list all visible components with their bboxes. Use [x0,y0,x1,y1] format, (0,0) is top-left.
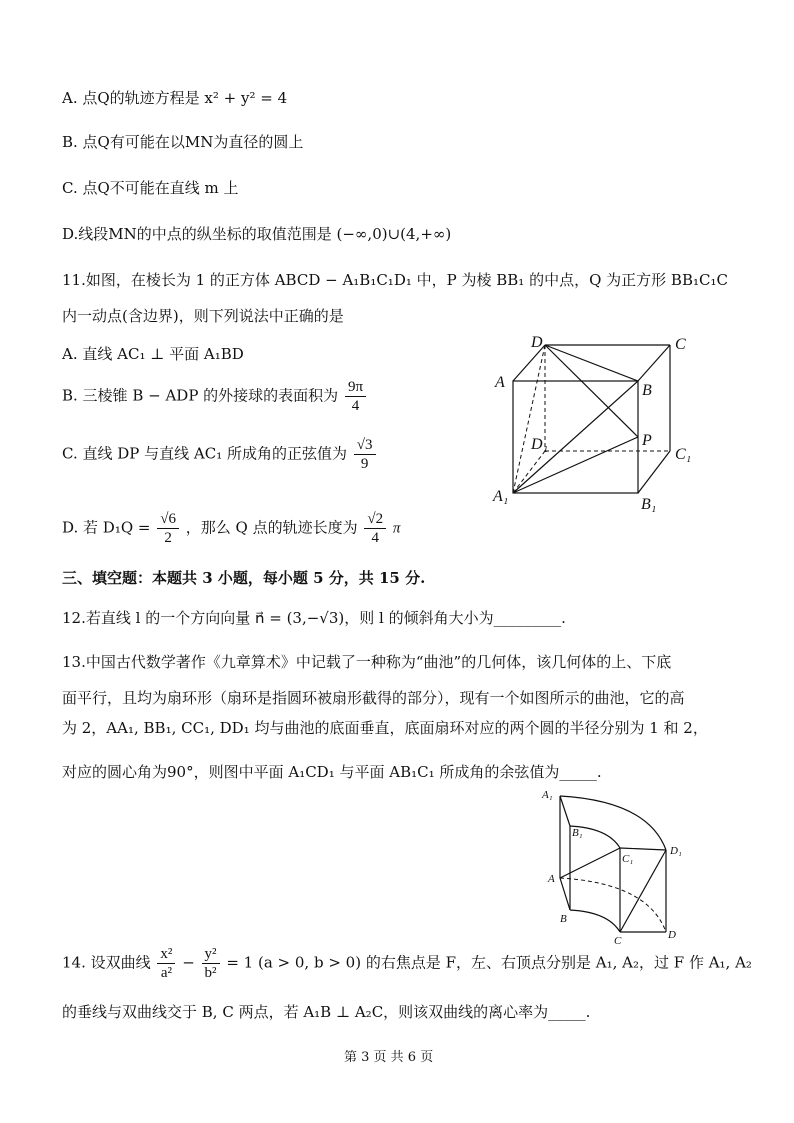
pool-label-D: D [668,929,676,941]
fraction-y2-over-b2: $\frac{\text{y²}}{\text{b²}}$ [202,945,220,982]
q14-suffix: = 1 (a > 0, b > 0) 的右焦点是 F，左、右顶点分别是 A₁, A₂，过 F 作 A₁, A₂ [226,953,752,972]
option-11-d-text-2: ，那么 Q 点的轨迹长度为 [185,518,358,537]
pool-label-C1: C₁ [622,853,634,865]
pool-label-B: B [560,913,567,925]
q14-prefix: 14. 设双曲线 [62,953,151,972]
q13-line2: 面平行，且均为扇环形（扇环是指圆环被扇形截得的部分），现有一个如图所示的曲池，它的高 [62,689,685,707]
option-11-b [62,378,368,415]
q14-line1 [62,945,752,982]
fraction-x2-over-a2: $\frac{\text{x²}}{\text{a²}}$ [157,945,175,982]
fraction-sqrt3-over-9: $\frac{√3}{9}$ [354,436,376,473]
q11-stem-line1: 11.如图，在棱长为 1 的正方体 ABCD − A₁B₁C₁D₁ 中，P 为棱 BB₁ 的中点，Q 为正方形 BB₁C₁C [62,271,728,289]
pool-label-D1: D₁ [670,845,682,857]
q13-line1: 13.中国古代数学著作《九章算术》中记载了一种称为“曲池”的几何体，该几何体的上、下底 [62,653,672,671]
page-footer: 第 3 页 共 6 页 [344,1050,434,1065]
cube-label-C: C [675,336,686,353]
cube-label-B: B [642,382,652,399]
q11-stem-line2: 内一动点(含边界)，则下列说法中正确的是 [62,307,344,325]
q13-line4: 对应的圆心角为90°，则图中平面 A₁CD₁ 与平面 AB₁C₁ 所成角的余弦值为_____. [62,763,602,781]
option-10-a: A. 点Q的轨迹方程是 x² + y² = 4 [62,89,288,107]
q13-line3: 为 2，AA₁, BB₁, CC₁, DD₁ 均与曲池的底面垂直，底面扇环对应的两个圆的半径分别为 1 和 2， [62,719,708,737]
cube-label-P: P [642,432,652,449]
pool-label-B1: B₁ [572,827,583,839]
curved-pool-figure [538,786,698,948]
fraction-sqrt6-over-2: $\frac{√6}{2}$ [157,510,179,547]
option-11-a: A. 直线 AC₁ ⊥ 平面 A₁BD [62,345,244,363]
fraction-sqrt2-over-4: $\frac{√2}{4}$ [364,510,386,547]
option-11-c [62,436,378,473]
q14-line2: 的垂线与双曲线交于 B, C 两点，若 A₁B ⊥ A₂C，则该双曲线的离心率为_____. [62,1003,591,1021]
section-3-heading: 三、填空题：本题共 3 小题，每小题 5 分，共 15 分. [62,569,426,587]
option-11-d [62,510,400,547]
cube-label-A: A [495,374,505,391]
q12: 12.若直线 l 的一个方向向量 n⃗ = (3,−√3)，则 l 的倾斜角大小为_________. [62,609,566,627]
cube-label-B1: B₁ [641,496,657,513]
option-10-c: C. 点Q不可能在直线 m 上 [62,179,239,197]
option-11-b-text: B. 三棱锥 B − ADP 的外接球的表面积为 [62,386,339,405]
option-10-d: D.线段MN的中点的纵坐标的取值范围是 (−∞,0)∪(4,+∞) [62,225,452,243]
pi-symbol: π [392,520,401,537]
option-10-b: B. 点Q有可能在以MN为直径的圆上 [62,133,304,151]
option-11-d-text-1: D. 若 D₁Q = [62,518,151,537]
cube-label-D1: D₁ [531,436,549,453]
cube-label-D: D [531,334,543,351]
pool-label-A: A [548,873,555,885]
cube-label-C1: C₁ [675,446,692,463]
pool-label-C: C [614,935,622,947]
cube-figure [485,325,715,515]
fraction-9pi-over-4: $\frac{9\pi}{4}$ [345,378,366,415]
q14-minus: − [182,953,195,972]
pool-label-A1: A₁ [542,789,553,801]
cube-label-A1: A₁ [493,488,509,505]
option-11-c-text: C. 直线 DP 与直线 AC₁ 所成角的正弦值为 [62,444,347,463]
